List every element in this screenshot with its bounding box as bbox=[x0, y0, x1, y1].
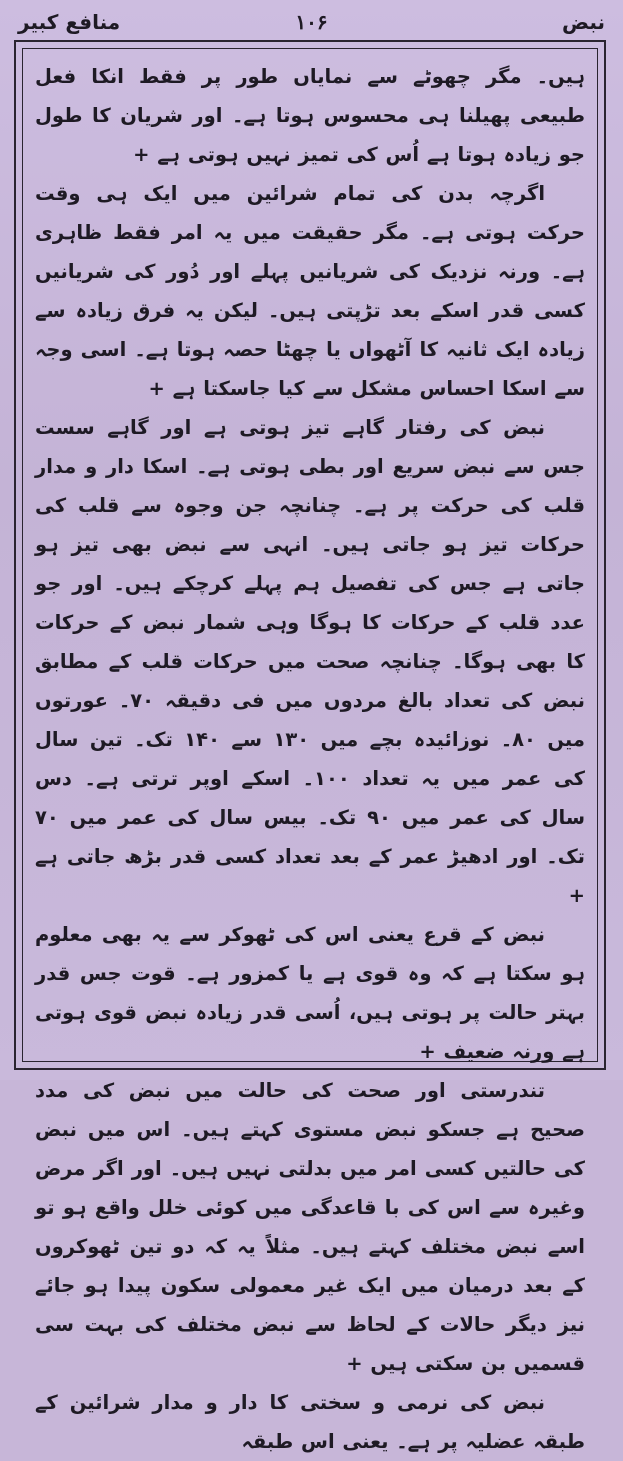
paragraph-5: تندرستی اور صحت کی حالت میں نبض کی مدد صحیح ہے جسکو نبض مستوی کہتے ہیں۔ اس میں نبض کی حالتیں کسی امر میں بدلتی نہیں ہیں۔ اور اگر مرض وغیرہ سے اس کی با قاعدگی میں کوئی خلل واقع ہو تو اسے نبض مختلف کہتے ہیں۔ مثلاً یہ کہ دو تین ٹھوکروں کے بعد درمیان میں ایک غیر معمولی سکون پیدا ہو جائے نیز دیگر حالات کے لحاظ سے نبض مختلف کی بہت سی قسمیں بن سکتی ہیں + bbox=[35, 1079, 585, 1375]
paragraph-1: ہیں۔ مگر چھوٹے سے نمایاں طور پر فقط انکا فعل طبیعی پھیلنا ہی محسوس ہوتا ہے۔ اور شریان کا طول جو زیادہ ہوتا ہے اُس کی تمیز نہیں ہوتی ہے + bbox=[35, 65, 585, 166]
paragraph-4: نبض کے قرع یعنی اس کی ٹھوکر سے یہ بھی معلوم ہو سکتا ہے کہ وہ قوی ہے یا کمزور ہے۔ قوت جس قدر بہتر حالت پر ہوتی ہیں، اُسی قدر زیادہ نبض قوی ہوتی ہے ورنہ ضعیف + bbox=[35, 923, 585, 1063]
page-border bbox=[14, 40, 606, 1453]
paragraph-2: اگرچہ بدن کی تمام شرائین میں ایک ہی وقت حرکت ہوتی ہے۔ مگر حقیقت میں یہ امر فقط ظاہری ہے۔ ورنہ نزدیک کی شریانیں پہلے اور دُور کی شریانیں کسی قدر اسکے بعد تڑپتی ہیں۔ لیکن یہ فرق زیادہ سے زیادہ ایک ثانیہ کا آٹھواں یا چھٹا حصہ ہوتا ہے۔ اسی وجہ سے اسکا احساس مشکل سے کیا جاسکتا ہے + bbox=[35, 182, 585, 400]
page-number: ۱۰۶ bbox=[295, 10, 328, 34]
book-title: منافع کبیر bbox=[18, 10, 121, 34]
page-header bbox=[14, 6, 609, 40]
paragraph-3: نبض کی رفتار گاہے تیز ہوتی ہے اور گاہے سست جس سے نبض سریع اور بطی ہوتی ہے۔ اسکا دار و مدار قلب کی حرکت پر ہے۔ چنانچہ جن وجوہ سے قلب کی حرکات تیز ہو جاتی ہیں۔ انہی سے نبض بھی تیز ہو جاتی ہے جس کی تفصیل ہم پہلے کرچکے ہیں۔ اور جو عدد قلب کے حرکات کا ہوگا وہی شمار نبض کے حرکات کا بھی ہوگا۔ چنانچہ صحت میں حرکات قلب کے مطابق نبض کی تعداد بالغ مردوں میں فی دقیقہ ۷۰۔ عورتوں میں ۸۰۔ نوزائیدہ بچے میں ۱۳۰ سے ۱۴۰ تک۔ تین سال کی عمر میں یہ تعداد ۱۰۰۔ اسکے اوپر ترتی ہے۔ دس سال کی عمر میں ۹۰ تک۔ بیس سال کی عمر میں ۷۰ تک۔ اور ادھیڑ عمر کے بعد تعداد کسی قدر بڑھ جاتی ہے + bbox=[35, 416, 586, 907]
inner-border bbox=[22, 48, 598, 1453]
running-title: نبض bbox=[562, 10, 605, 34]
body-text bbox=[35, 57, 586, 1453]
paragraph-6: نبض کی نرمی و سختی کا دار و مدار شرائین کے طبقہ عضلیہ پر ہے۔ یعنی اس طبقہ bbox=[35, 1391, 585, 1453]
